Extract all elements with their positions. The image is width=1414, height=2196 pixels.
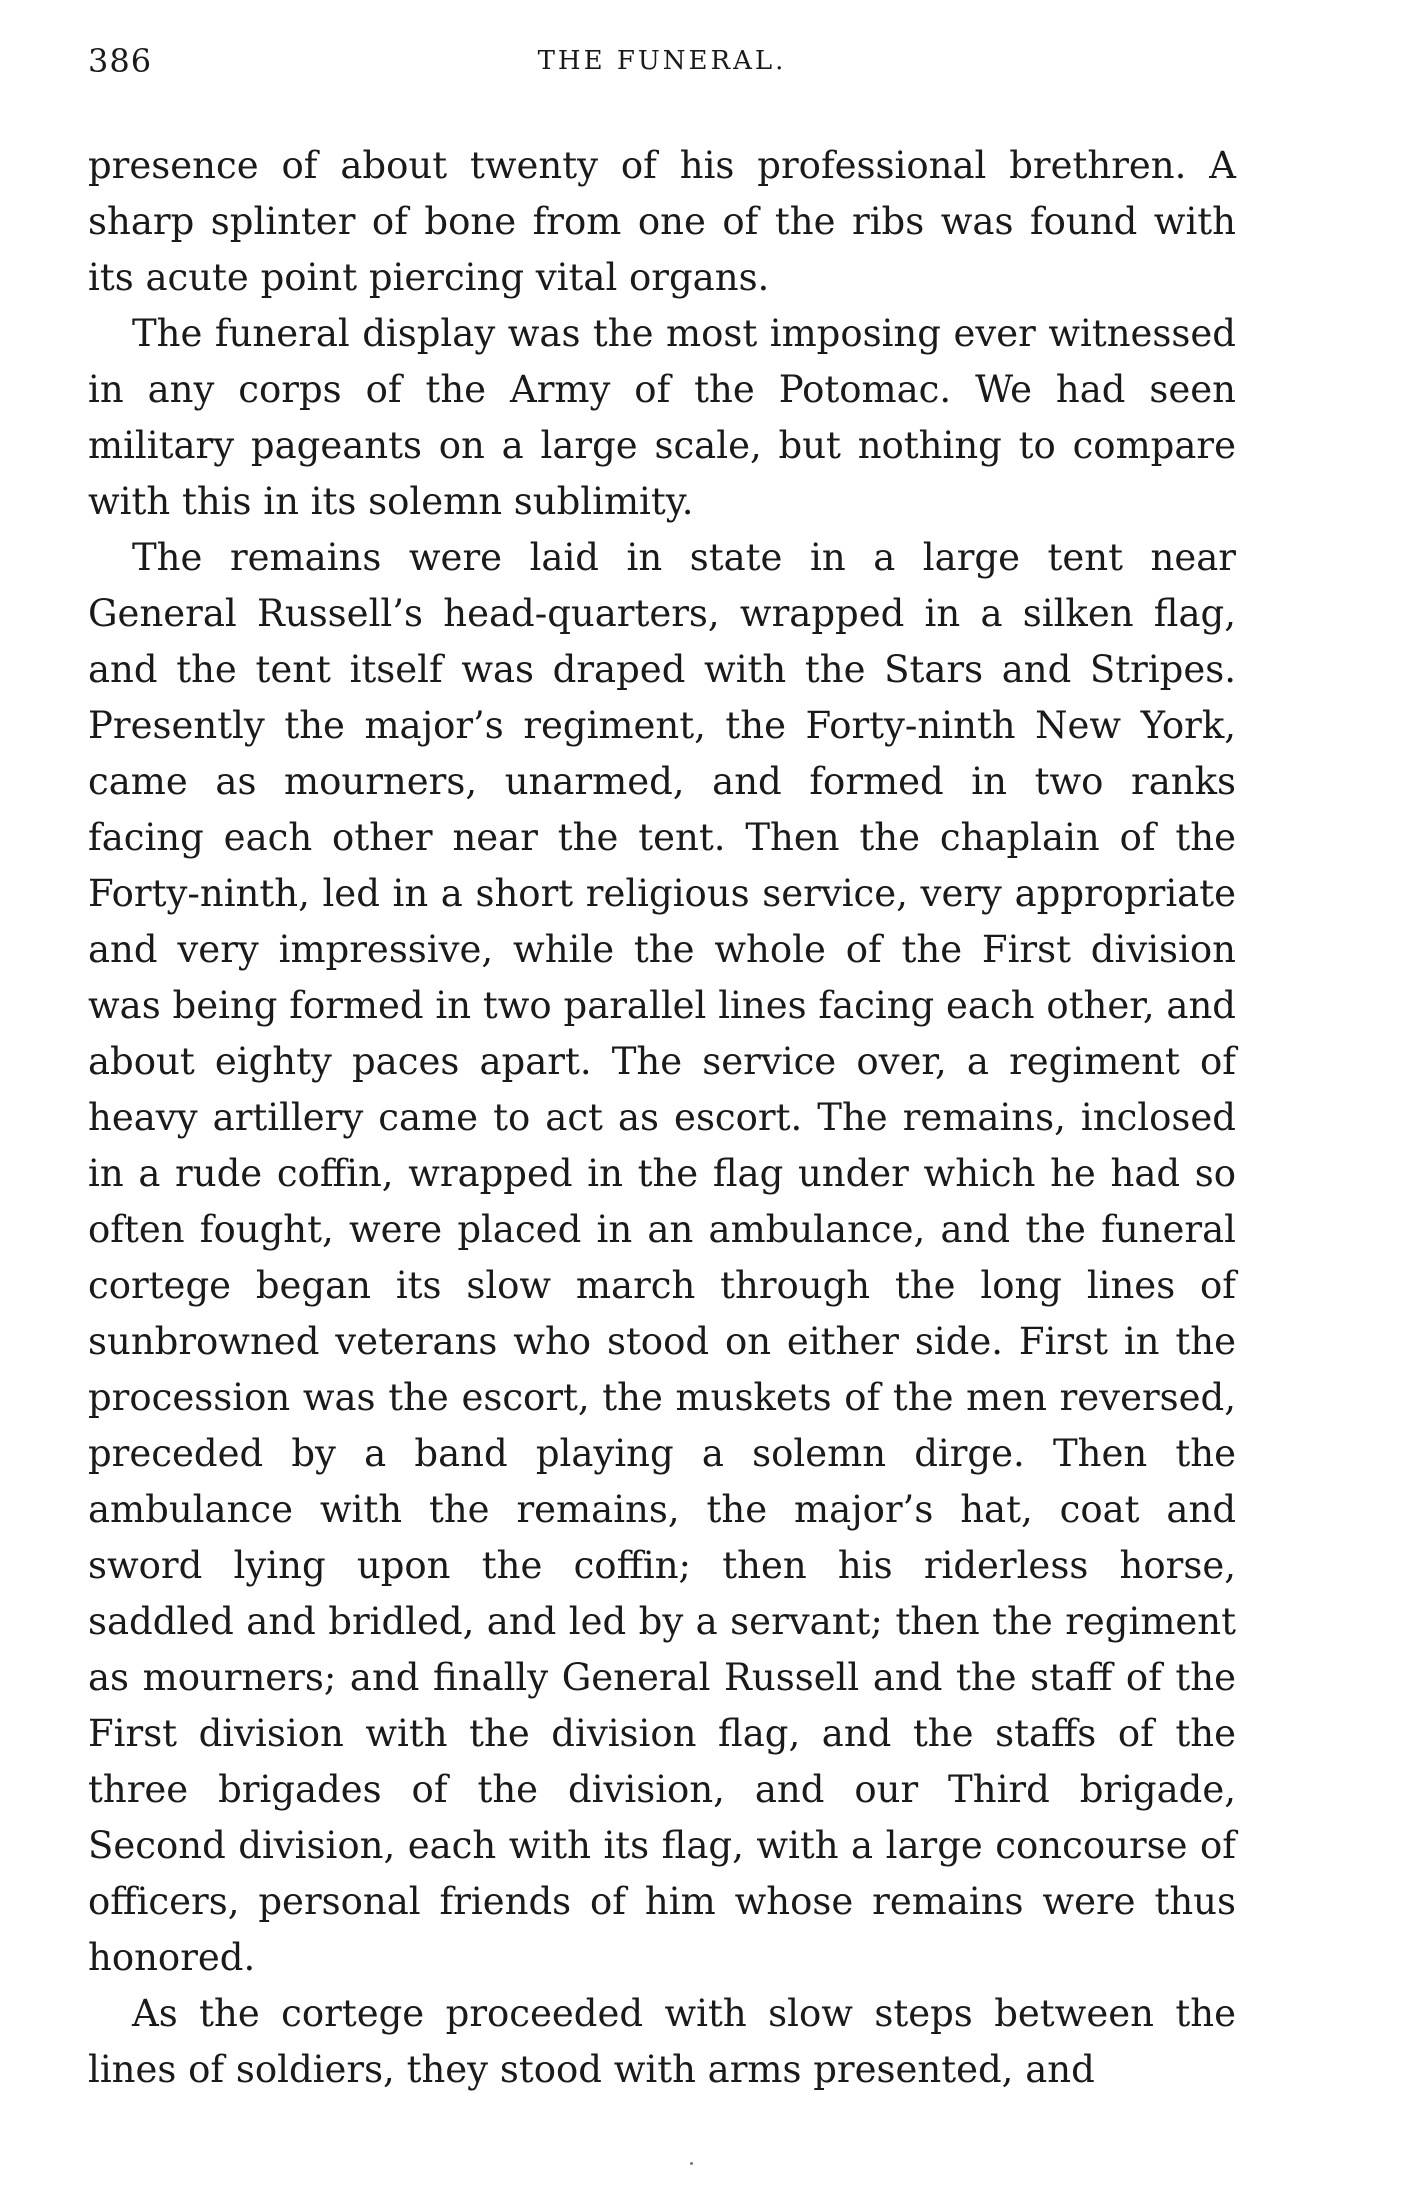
running-header [88, 42, 1236, 82]
paragraph-continuation: presence of about twenty of his professional brethren. A sharp splinter of bone from one of the ribs was found with its acute point piercing vital organs. [88, 144, 1236, 299]
running-title: THE FUNERAL. [537, 46, 787, 76]
book-page [88, 42, 1236, 2098]
paragraph-cortege: As the cortege proceeded with slow steps between the lines of soldiers, they stood with arms presented, and [88, 1992, 1236, 2091]
paragraph-funeral-display: The funeral display was the most imposing ever witnessed in any corps of the Army of the Potomac. We had seen military pageants on a large scale, but nothing to compare with this in its solemn sublimity. [88, 312, 1236, 523]
page-body [88, 138, 1236, 2098]
paragraph-remains-procession: The remains were laid in state in a large tent near General Russell’s head-quarters, wrapped in a silken flag, and the tent itself was draped with the Stars and Stripes. Presently the major’s regiment, the Forty-ninth New York, came as mourners, unarmed, and formed in two ranks facing each other near the tent. Then the chaplain of the Forty-ninth, led in a short religious service, very appropriate and very impressive, while the whole of the First division was being formed in two parallel lines facing each other, and about eighty paces apart. The service over, a regiment of heavy artillery came to act as escort. The remains, inclosed in a rude coffin, wrapped in the flag under which he had so often fought, were placed in an ambulance, and the funeral cortege began its slow march through the long lines of sunbrowned veterans who stood on either side. First in the procession was the escort, the muskets of the men reversed, preceded by a band playing a solemn dirge. Then the ambulance with the remains, the major’s hat, coat and sword lying upon the coffin; then his riderless horse, saddled and bridled, and led by a servant; then the regiment as mourners; and finally General Russell and the staff of the First division with the division flag, and the staffs of the three brigades of the division, and our Third brigade, Second division, each with its flag, with a large concourse of officers, personal friends of him whose remains were thus honored. [88, 536, 1236, 1979]
page-number: 386 [88, 42, 153, 80]
print-speck [690, 2162, 693, 2165]
